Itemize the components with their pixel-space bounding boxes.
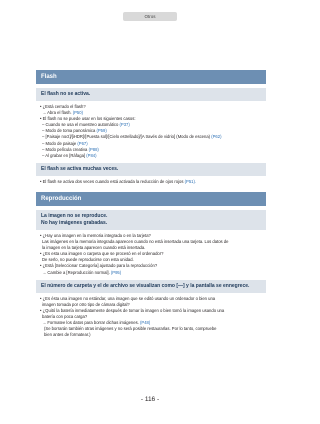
solution-text: • ¿Está [Seleccionar Categoría] ajustado para la reproducción? (40, 263, 158, 269)
solution-text: – [Paisaje noct]/[iHDR]/[Puesta sol]/[Cielo estrellado]/[A través de vidrio] (Modo de escena) (42, 134, 211, 140)
solution-text: bien antes de formatear.) (44, 332, 91, 338)
problem-heading: El número de carpeta y el de archivo se visualizan como [—] y la pantalla se ennegrece. (36, 280, 266, 293)
page-reference-link[interactable]: (P67) (77, 140, 88, 146)
solution-line (40, 270, 266, 276)
page-reference-link[interactable]: (P62) (211, 134, 222, 140)
solution-text: • ¿Es ésta una imagen no estándar, una imagen que se editó usando un ordenador o bien una (40, 295, 216, 301)
solution-text: → Cambie a [Reproducción normal]. (42, 269, 110, 275)
page-reference-link[interactable]: (P95) (110, 269, 122, 275)
solution-text: – Modo película creativa (42, 146, 88, 152)
solution-text: – Cuando se usa el muestreo automático (42, 122, 119, 128)
solution-text: – Modo de toma panorámica (42, 128, 96, 134)
page-reference-link[interactable]: (P48) (140, 319, 151, 325)
page-number: - 116 - (140, 396, 160, 403)
solution-text: (Se borrarán también otras imágenes y no será posible restaurarlas. Por lo tanto, compruebe (44, 326, 217, 332)
solution-line (40, 179, 266, 185)
section-header: Flash (36, 70, 266, 84)
solution-text: • ¿Es esta una imagen o carpeta que se procesó en el ordenador? (40, 251, 164, 257)
solution-text: imagen tomada por otro tipo de cámara digital? (42, 301, 130, 307)
page-reference-link[interactable]: (P84) (86, 152, 97, 158)
solution-text: • El flash se activa dos veces cuando está activada la reducción de ojos rojos (40, 178, 184, 184)
solution-text: – Modo de paisaje (42, 140, 77, 146)
solution-list (36, 296, 266, 339)
section-header: Reproducción (36, 192, 266, 206)
solution-text: → Formatee los datos para borrar dichas imágenes. (42, 319, 139, 325)
solution-text: la imagen en la tarjeta aparecen cuando está insertada. (42, 245, 146, 251)
solution-text: – Al grabar en [Ráfaga] (42, 152, 86, 158)
problem-heading: El flash se activa muchas veces. (36, 163, 266, 176)
section-spacer (36, 342, 266, 345)
solution-text: • El flash no se puede usar en los siguientes casos: (40, 116, 136, 122)
solution-list (36, 179, 266, 185)
problem-heading: La imagen no se reproduce. No hay imágenes grabadas. (36, 210, 266, 230)
solution-list (36, 233, 266, 276)
solution-text: De serlo, no puede reproducirse con esta unidad. (42, 257, 134, 263)
document-content (36, 70, 266, 345)
problem-heading: El flash no se activa. (36, 88, 266, 101)
solution-text: → Abra el flash. (42, 110, 72, 116)
solution-text: batería con poca carga? (42, 313, 88, 319)
page-reference-link[interactable]: (P37) (119, 122, 130, 128)
solution-line (40, 332, 266, 338)
solution-text: Las imágenes en la memoria integrada aparecen cuando no está insertada una tarjeta. Los datos de (42, 239, 229, 245)
solution-text: • ¿Está cerrado el flash? (40, 104, 86, 109)
page-reference-link[interactable]: (P50) (72, 110, 83, 116)
page-reference-link[interactable]: (P59) (96, 128, 107, 134)
solution-line (40, 153, 266, 159)
page-reference-link[interactable]: (P51). (184, 178, 197, 184)
page-reference-link[interactable]: (P88) (88, 146, 99, 152)
solution-text: • ¿Quitó la batería inmediatamente después de tomar la imagen o bien tomó la imagen usando una (40, 307, 225, 313)
solution-text: • ¿Hay una imagen en la memoria integrada o en la tarjeta? (40, 232, 151, 238)
solution-list (36, 104, 266, 159)
page-category-tab: Otros (123, 12, 177, 21)
